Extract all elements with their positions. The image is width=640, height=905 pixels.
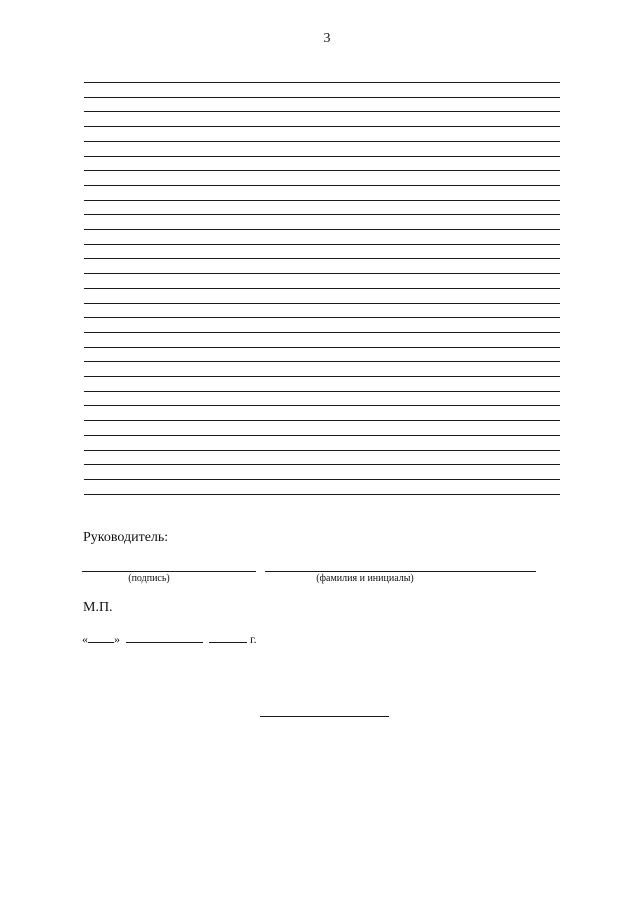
blank-line [84, 185, 560, 186]
blank-line [84, 156, 560, 157]
name-line [265, 571, 536, 572]
director-label: Руководитель: [83, 530, 169, 545]
blank-line [84, 200, 560, 201]
blank-line [84, 450, 560, 451]
date-year-suffix: г. [250, 632, 257, 646]
blank-line [84, 141, 560, 142]
blank-line [84, 229, 560, 230]
blank-line [84, 391, 560, 392]
blank-line [84, 303, 560, 304]
date-day-blank [88, 632, 114, 643]
date-close-quote: » [114, 632, 120, 646]
blank-line [84, 435, 560, 436]
blank-lines-block [84, 82, 560, 502]
date-year-blank [209, 632, 247, 643]
date-month-blank [126, 632, 203, 643]
blank-line [84, 111, 560, 112]
blank-line [84, 82, 560, 83]
blank-line [84, 258, 560, 259]
blank-line [84, 494, 560, 495]
blank-line [84, 126, 560, 127]
blank-line [84, 317, 560, 318]
signature-caption: (подпись) [128, 573, 170, 584]
date-row [82, 632, 257, 647]
blank-line [84, 332, 560, 333]
blank-line [84, 214, 560, 215]
blank-line [84, 361, 560, 362]
blank-line [84, 273, 560, 274]
blank-line [84, 170, 560, 171]
blank-line [84, 97, 560, 98]
name-caption: (фамилия и инициалы) [316, 573, 414, 584]
signature-line [82, 571, 256, 572]
blank-line [84, 376, 560, 377]
end-divider-line [260, 716, 389, 717]
blank-line [84, 244, 560, 245]
blank-line [84, 464, 560, 465]
date-open-quote: « [82, 632, 88, 646]
blank-line [84, 479, 560, 480]
blank-line [84, 405, 560, 406]
blank-line [84, 288, 560, 289]
page-number: 3 [323, 31, 331, 46]
stamp-label: М.П. [83, 600, 113, 615]
blank-line [84, 347, 560, 348]
blank-line [84, 420, 560, 421]
